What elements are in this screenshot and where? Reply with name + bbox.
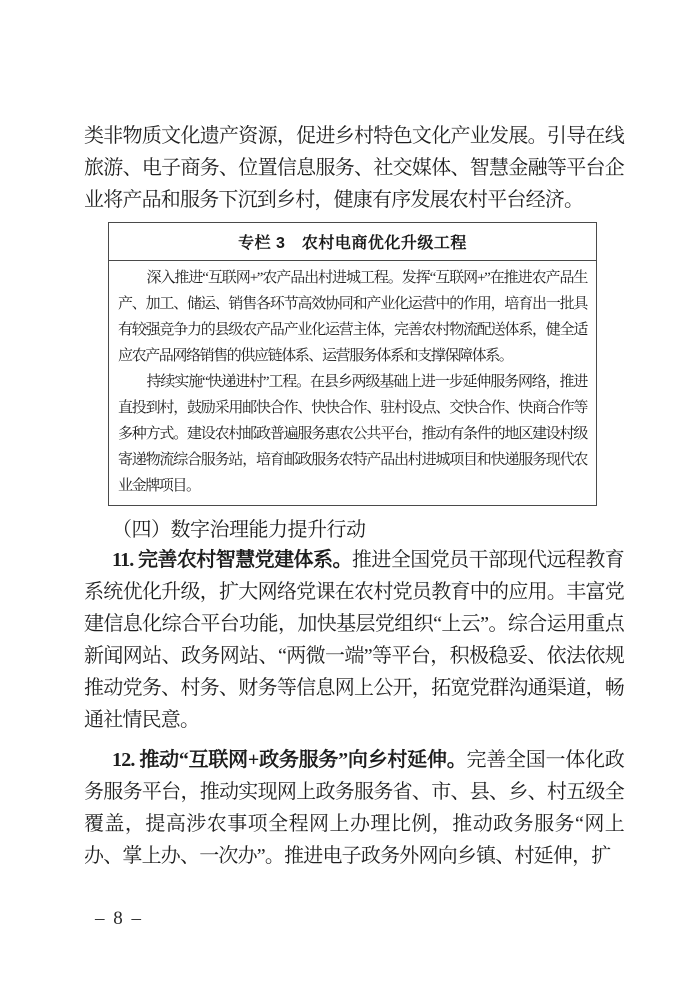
numbered-paragraph-12-body: 完善全国一体化政务服务平台，推动实现网上政务服务省、市、县、乡、村五级全覆盖，提高涉农事项全程网上办理比例，推动政务服务“网上办、掌上办、一次办”。推进电子政务外网向乡镇、村延伸，扩 bbox=[84, 749, 624, 867]
feature-box-title: 专栏 3 农村电商优化升级工程 bbox=[109, 223, 596, 261]
feature-box bbox=[108, 222, 597, 506]
numbered-paragraph-12-lead: 12. 推动“互联网+政务服务”向乡村延伸。 bbox=[112, 749, 467, 771]
feature-box-paragraph-2: 持续实施“快递进村”工程。在县乡两级基础上进一步延伸服务网络，推进直投到村，鼓励采用邮快合作、快快合作、驻村设点、交快合作、快商合作等多种方式。建设农村邮政普遍服务惠农公共平台，推动有条件的地区建设村级寄递物流综合服务站，培育邮政服务农特产品出村进城项目和快递服务现代农业金牌项目。 bbox=[118, 374, 587, 494]
numbered-paragraph-11-body: 推进全国党员干部现代远程教育系统优化升级，扩大网络党课在农村党员教育中的应用。丰富党建信息化综合平台功能，加快基层党组织“上云”。综合运用重点新闻网站、政务网站、“两微一端”等平台，积极稳妥、依法依规推动党务、村务、财务等信息网上公开，拓宽党群沟通渠道，畅通社情民意。 bbox=[84, 549, 624, 731]
numbered-paragraph-11-lead: 11. 完善农村智慧党建体系。 bbox=[112, 549, 352, 571]
feature-box-paragraph-1: 深入推进“互联网+”农产品出村进城工程。发挥“互联网+”在推进农产品生产、加工、储运、销售各环节高效协同和产业化运营中的作用，培育出一批具有较强竞争力的县级农产品产业化运营主体，完善农村物流配送体系，健全适应农产品网络销售的供应链体系、运营服务体系和支撑保障体系。 bbox=[118, 270, 587, 364]
intro-paragraph: 类非物质文化遗产资源，促进乡村特色文化产业发展。引导在线旅游、电子商务、位置信息服务、社交媒体、智慧金融等平台企业将产品和服务下沉到乡村，健康有序发展农村平台经济。 bbox=[84, 125, 624, 211]
page-number: – 8 – bbox=[95, 908, 143, 929]
feature-box-body bbox=[109, 261, 596, 505]
numbered-paragraph-12 bbox=[84, 744, 624, 872]
section-heading: （四）数字治理能力提升行动 bbox=[112, 519, 366, 541]
numbered-paragraph-11 bbox=[84, 544, 624, 736]
document-content bbox=[84, 120, 624, 880]
